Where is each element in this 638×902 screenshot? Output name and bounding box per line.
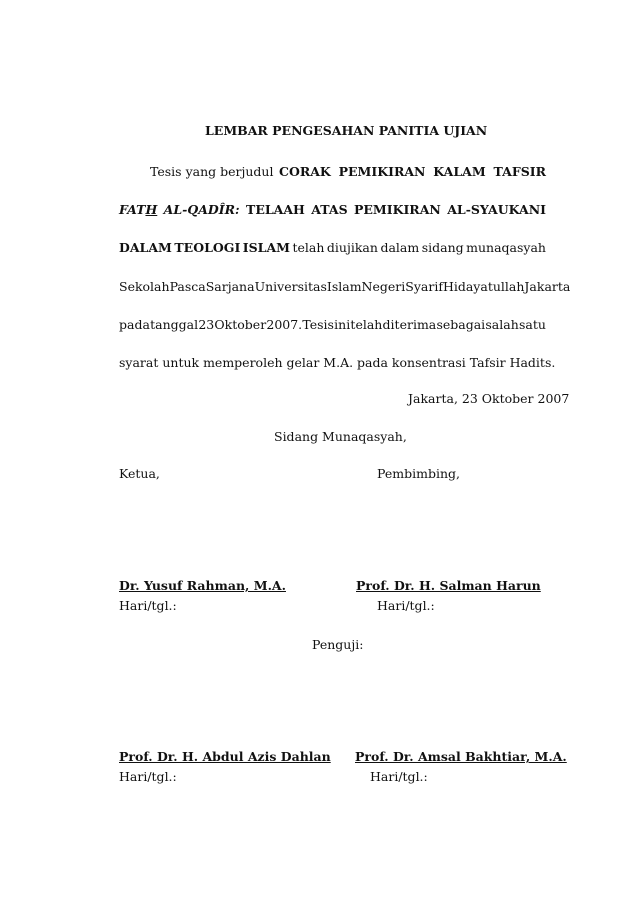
word: ini — [334, 317, 351, 332]
word: satu — [518, 317, 546, 332]
penguji-1-date-label: Hari/tgl.: — [119, 769, 177, 784]
fath-part: FAT — [119, 202, 146, 217]
word: sidang — [421, 240, 464, 255]
paragraph-line-6: syarat untuk memperoleh gelar M.A. pada konsentrasi Tafsir Hadits. — [119, 355, 556, 370]
title-word: PEMIKIRAN — [353, 202, 441, 217]
word: pada — [119, 317, 150, 332]
pembimbing-date-label: Hari/tgl.: — [377, 598, 435, 613]
paragraph-line-3 — [119, 242, 546, 255]
word: Universitas — [254, 279, 327, 294]
paragraph-line-4 — [119, 279, 571, 294]
pembimbing-label: Pembimbing, — [377, 466, 460, 481]
title-word: AL-SYAUKANI — [447, 202, 546, 217]
title-word: KALAM — [433, 164, 486, 179]
word: Oktober — [214, 317, 267, 332]
fath-underlined-h: H — [145, 202, 158, 217]
penguji-label: Penguji: — [312, 637, 364, 652]
word: diterima — [382, 317, 437, 332]
word: diujikan — [326, 240, 378, 255]
word: tanggal — [150, 317, 199, 332]
place-date: Jakarta, 23 Oktober 2007 — [408, 391, 570, 406]
ketua-date-label: Hari/tgl.: — [119, 598, 177, 613]
word: Jakarta — [524, 279, 571, 294]
word: Hidayatullah — [442, 279, 525, 294]
title-word-alqadir: AL-QADÎR: — [163, 202, 240, 217]
word: Pasca — [169, 279, 206, 294]
title-word: ATAS — [311, 202, 348, 217]
document-title: LEMBAR PENGESAHAN PANITIA UJIAN — [205, 123, 488, 138]
word: Islam — [326, 279, 362, 294]
penguji-2-name: Prof. Dr. Amsal Bakhtiar, M.A. — [355, 749, 567, 764]
title-word: DALAM — [119, 240, 172, 255]
word: telah — [292, 240, 325, 255]
word: dalam — [380, 240, 420, 255]
title-word-fath — [119, 204, 157, 217]
title-word: TEOLOGI — [174, 240, 241, 255]
paragraph-line-1 — [279, 166, 546, 179]
paragraph-line-2 — [119, 204, 546, 217]
title-word: TAFSIR — [493, 164, 546, 179]
title-word: CORAK — [279, 164, 331, 179]
ketua-label: Ketua, — [119, 466, 160, 481]
sidang-label: Sidang Munaqasyah, — [274, 429, 407, 444]
word: Sarjana — [205, 279, 255, 294]
word: Tesis — [302, 317, 334, 332]
word: 23 — [198, 317, 215, 332]
ketua-name: Dr. Yusuf Rahman, M.A. — [119, 578, 286, 593]
word: telah — [350, 317, 383, 332]
penguji-1-name: Prof. Dr. H. Abdul Azis Dahlan — [119, 749, 331, 764]
word: Sekolah — [119, 279, 170, 294]
paragraph-line-5 — [119, 319, 546, 332]
word: sebagai — [436, 317, 486, 332]
title-word: TELAAH — [246, 202, 305, 217]
penguji-2-date-label: Hari/tgl.: — [370, 769, 428, 784]
title-word: ISLAM — [242, 240, 290, 255]
word: 2007. — [266, 317, 303, 332]
word: munaqasyah — [466, 240, 546, 255]
word: Syarif — [405, 279, 443, 294]
pembimbing-name: Prof. Dr. H. Salman Harun — [356, 578, 541, 593]
word: Negeri — [361, 279, 406, 294]
title-word: PEMIKIRAN — [338, 164, 426, 179]
word: salah — [485, 317, 519, 332]
paragraph-intro: Tesis yang berjudul — [150, 164, 274, 179]
